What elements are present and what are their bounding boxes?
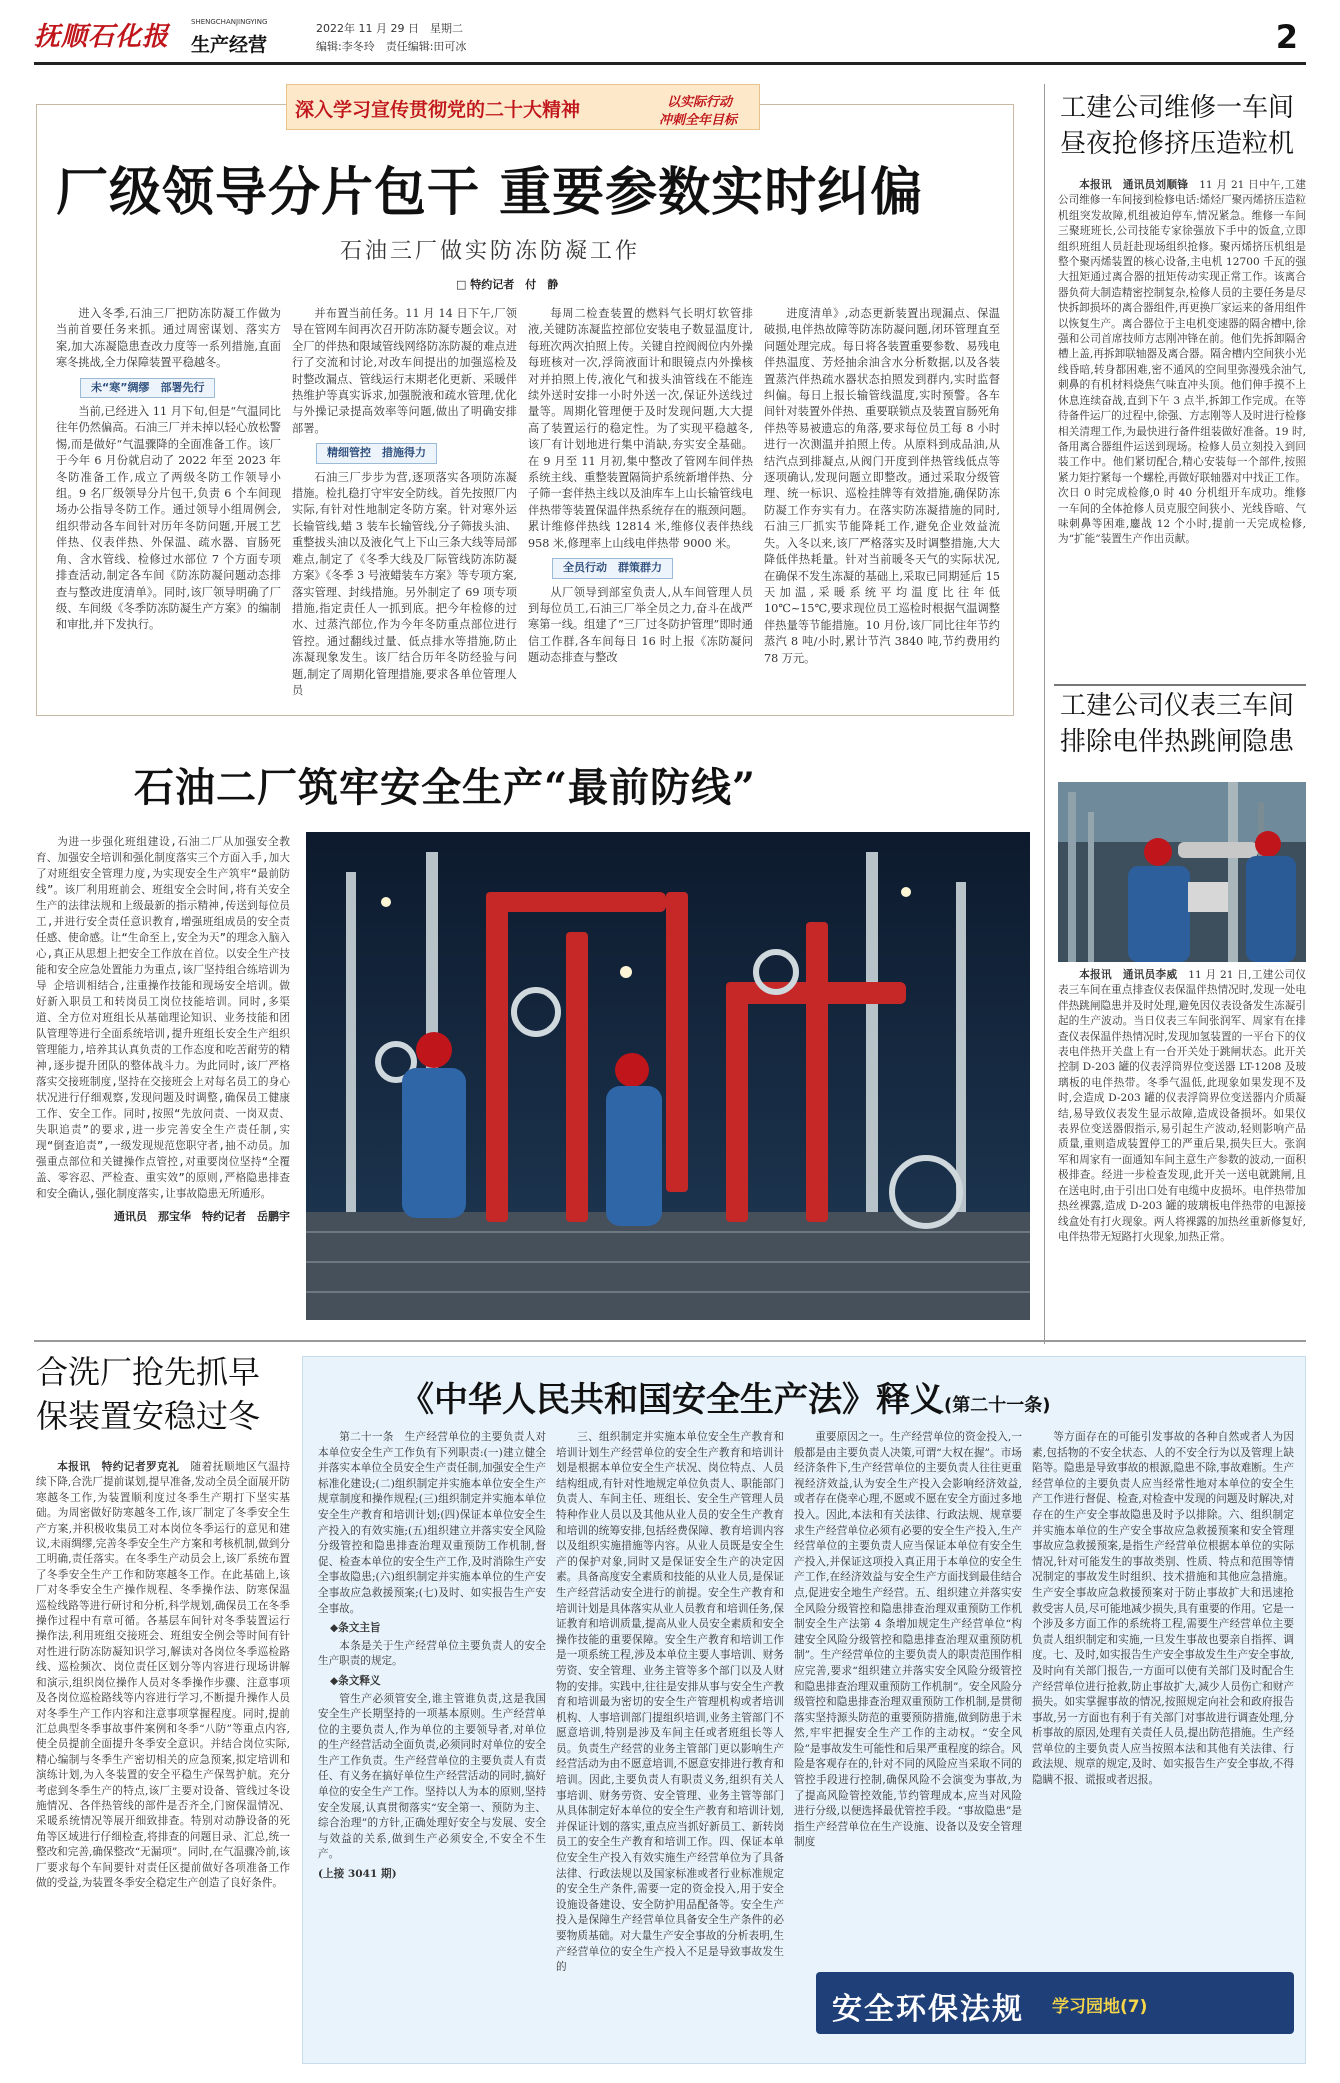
law-column-3: 重要原因之一。生产经营单位的资金投入,一般都是由主要负责人决策,可谓“大权在握”。市场经济条件下,生产经营单位的主要负责人往往更重视经济效益,认为安全生产投入会影响经济效益,或者存在侥幸心理,不愿或不愿在安全方面过多地投入。因此,本法和有关法律、行政法规、规章要求生产经营单位必须有必要的安全生产投入,生产经营单位的主要负责人应当保证本单位有安全生产投入,并保证这项投入真正用于本单位的安全生产工作,在经济效益与安全生产方面找到最佳结合点,促进安全地生产经营。五、组织建立并落实安全风险分级管控和隐患排查治理双重预防工作机制安全生产法第 4 条增加规定生产经营单位“构建安全风险分级管控和隐患排查治理双重预防机制”。生产经营单位的主要负责人的职责范围作相应完善,要求“组织建立并落实安全风险分级管控和隐患排查治理双重预防工作机制”。安全风险分级管控和隐患排查治理双重预防工作机制,是贯彻落实坚持源头防范的重要预防措施,做到防患于未然,牢牢把握安全生产工作的主动权。“安全风险”是事故发生可能性和后果严重程度的综合。风险是客观存在的,针对不同的风险应当采取不同的管控手段进行控制,确保风险不会演变为事故,为了提高风险管控效能,节约管理成本,应当对风险进行分级,以便选择最优管控手段。“事故隐患”是指生产经营单位在生产设施、设备以及安全管理制度	[794, 1431, 1022, 1849]
feature2-text: 为进一步强化班组建设,石油二厂从加强安全教育、加强安全培训和强化制度落实三个方面入手,加大了对班组安全管理力度,为实现安全生产筑牢“最前防线”。该厂利用班前会、班组安全会时间,将有关安全生产的法律法规和上级最新的指示精神,传送到每位员工,并进行安全责任意识教育,增强班组成员的安全责任感、使命感。让“生命至上,安全为天”的理念入脑入心,真正从思想上把安全工作放在首位。以安全生产技能和安全应急处置能力为重点,该厂坚持组合练培训为导 企培训相结合,注重操作技能和现场安全培训。做好新入职员工和转岗员工岗位技能培训。同时,多渠道、全方位对班组长从基础理论知识、业务技能和团队管理等进行全面系统培训,提升班组长安全生产组织管理能力,培养其认真负责的工作态度和吃苦耐劳的精神,逐步提升团队的整体战斗力。为此同时,该厂严格落实交接班制度,坚持在交接班会上对每名员工的身心状况进行仔细观察,发现问题及时调整,确保员工健康工作、安全工作。同时,按照“先放问责、一岗双责、失职追责”的要求,进一步完善安全生产责任制,实现“倒查追责”,一级发现规范您职守者,抽不动员。加强重点部位和关键操作点管控,对重要岗位坚持“全覆盖、零容忍、严检查、重实效”的原则,严格隐患排查和安全确认,强化制度落实,让事故隐患无所遁形。 通讯员 那宝华 特约记者 岳鹏宇	[36, 836, 290, 1223]
date-line: 2022年 11 月 29 日 星期二	[316, 22, 463, 35]
section-name: 生产经营	[191, 34, 268, 56]
right-column-rule	[1044, 84, 1045, 1344]
plant-photo	[306, 832, 1030, 1320]
lead-column-2: 并布置当前任务。11 月 14 日下午,厂领导在管网车间再次召开防冻防凝专题会议。对全厂的伴热和限域管线网络防冻防凝的难点进行了交流和讨论,对改车间提出的加强巡检及时整改漏点、管线运行末期老化更新、采暖伴热维护等真实诉求,加强脱液和疏水管理,优化与外操记录提高效率等问题,做出了明确安排部署。 精细管控 措施得力 石油三厂步步为营,逐项落实各项防冻凝措施。检扎稳打守牢安全防线。首先按照厂内实际,有针对性地制定冬防方案。针对寒外运长输管线,蜡 3 装车长输管线,分子筛拔头油、重整拔头油以及液化气上下山三条大线等局部难点,制定了《冬季大线及厂际管线防冻防凝方案》《冬季 3 号液蜡装车方案》等专项方案,落实管理、封线措施。另外制定了 69 项专项措施,指定责任人一抓到底。把今年检修的过水、过蒸汽部位,作为今年冬防重点部位进行管控。通过翻线过量、低点排水等措施,防止冻凝现象发生。该厂结合历年冬防经验与问题,制定了周期化管理措施,要求各单位管理人员	[292, 307, 517, 697]
law-title: 《中华人民共和国安全生产法》释义(第二十一条)	[400, 1380, 1051, 1420]
banner	[286, 84, 760, 130]
lead-subhead: 石油三厂做实防冻防凝工作	[340, 239, 641, 264]
lead-subhead-1: 未“寒”绸缪 部署先行	[80, 378, 215, 398]
footer-banner-tag: 学习园地(7)	[1052, 1997, 1148, 2017]
bottom-section-rule	[34, 1340, 1306, 1342]
law-mark-1: ◆条文主旨	[330, 1622, 381, 1635]
instrument-photo	[1058, 782, 1306, 962]
law-continued: (上接 3041 期)	[318, 1868, 397, 1881]
masthead	[34, 12, 1306, 62]
right2-body: 本报讯 通讯员李威 11 月 21 日,工建公司仪表三车间在重点排查仪表保温伴热情况时,发现一处电伴热跳闸隐患并及时处理,避免因仪表设备发生冻凝引起的生产波动。当日仪表三车间张润军、周家有在排查仪表保温伴热情况时,发现加氢装置的一平台下的仪表电伴热开关盘上有一台开关处于跳闸状态。此开关控制 D-203 罐的仪表浮筒界位变送器 LT-1208 及玻璃板的电伴热带。冬季气温低,此现象如果发现不及时,会造成 D-203 罐的仪表浮筒界位变送器内介质凝结,易导致仪表发生显示故障,造成设备损坏。如果仪表界位变送器假指示,易引起生产波动,轻则影响产品质量,重则造成装置停工的严重后果,损失巨大。张润军和周家有一面通知车间主意生产参数的波动,一面积极排查。经进一步检查发现,此开关一送电就跳闸,且在送电时,由于引出口处有电缆中皮损坏。电伴热带加热丝裸露,造成 D-203 罐的玻璃板电伴热带的电源接线盒处有打火现象。两人将裸露的加热丝重新修复好,电伴热带无短路打火现象,加热正常。	[1058, 969, 1306, 1243]
banner-text: 深入学习宣传贯彻党的二十大精神	[295, 99, 581, 121]
feature2-byline: 通讯员 那宝华 特约记者 岳鹏宇	[114, 1210, 290, 1223]
left3-body: 本报讯 特约记者罗克礼 随着抚顺地区气温持续下降,合洗厂提前谋划,提早准备,发动全员全面展开防寒越冬工作,为装置顺利度过冬季生产期打下坚实基础。为周密做好防寒越冬工作,该厂制定了冬季安全生产方案,并积极收集员工对本岗位冬季运行的意见和建议,未雨绸缪,完善冬季安全生产方案和考核机制,做到分工明确,责任落实。在冬季生产动员会上,该厂系统布置了冬季安全生产工作和防寒越冬工作。在此基础上,该厂对冬季安全生产操作规程、冬季操作法、防寒保温巡检线路等进行研讨和分析,科学规划,确保员工在冬季操作过程中有章可循。各基层车间针对冬季装置运行操作法,利用班组交接班会、班组安全例会等时间有针对性进行防冻防凝知识学习,解读对各岗位冬季巡检路线、巡检频次、岗位责任区划分等内容进行现场讲解和演示,组织岗位操作人员对冬季操作步骤、注意事项及各岗位巡检路线等内容进行学习,不断提升操作人员对冬季生产工作内容和注意事项掌握程度。同时,提前汇总典型冬季事故事件案例和冬季“八防”等重点内容,使全员提前全面提升冬季安全意识。并结合岗位实际,精心编制与冬季生产密切相关的应急预案,拟定培训和演练计划,为入冬装置的安全平稳生产保驾护航。充分考虑到冬季生产的特点,该厂主要对设备、管线过冬设施情况、各伴热管线的部件是否齐全,门窗保温情况、采暖系统情况等展开细致排查。特别对动静设备的死角等区域进行仔细检查,将排查的问题目录、汇总,统一整改和完善,确保整改“无漏项”。同时,在气温骤冷前,该厂要求每个车间要针对责任区提前做好各项准备工作做的受益,为装置冬季安全稳定生产创造了良好条件。	[36, 1461, 290, 1889]
masthead-rule	[34, 62, 1306, 65]
lead-headline: 厂级领导分片包干 重要参数实时纠偏	[56, 163, 924, 223]
lead-byline: □ 特约记者 付 静	[456, 278, 559, 291]
section-pinyin: SHENGCHANJINGYING	[191, 18, 268, 26]
right1-byline: 本报讯 通讯员刘顺锋	[1079, 179, 1189, 191]
feature2-headline: 石油二厂筑牢安全生产“最前防线”	[134, 764, 757, 811]
left3-headline: 合洗厂抢先抓早 保装置安稳过冬	[36, 1353, 261, 1435]
banner-slogan-2: 冲刺全年目标	[659, 113, 738, 128]
right-divider	[1054, 684, 1306, 686]
lead-column-1: 进入冬季,石油三厂把防冻防凝工作做为当前首要任务来抓。通过周密谋划、落实方案,加大冻凝隐患查改力度等一系列措施,直面寒冬挑战,全力保障装置平稳越冬。 未“寒”绸缪 部署先行 当前,已经进入 11 月下旬,但是“气温同比往年仍然偏高。石油三厂并未掉以轻心放松警惕,而是做好“气温骤降的全面准备工作。该厂于今年 6 月份就启动了 2022 年至 2023 年冬防准备工作,成立了两级冬防工作领导小组。9 名厂级领导分片包干,负责 6 个车间现场办公指导冬防工作。通过领导小组周例会,组织带动各车间针对历年冬防问题,开展工艺伴热、仪表伴热、外保温、疏水器、盲肠死角、含水管线、检修过水部位 7 个方面专项排查活动,制定各车间《防冻防凝问题动态排查与整改进度清单》。同时,该厂领导明确了厂级、车间级《冬季防冻防凝生产方案》的编制和审批,并下发执行。	[56, 307, 281, 632]
banner-slogan-1: 以实际行动	[667, 95, 733, 110]
right2-byline: 本报讯 通讯员李威	[1079, 969, 1178, 981]
lead-subhead-2: 精细管控 措施得力	[316, 443, 437, 463]
law-column-4: 等方面存在的可能引发事故的各种自然或者人为因素,包括物的不安全状态、人的不安全行为以及管理上缺陷等。隐患是导致事故的根源,隐患不除,事故难断。生产经营单位的主要负责人应当经常性地对本单位的安全生产工作进行督促、检查,对检查中发现的问题及时解决,对存在的生产安全事故隐患及时予以排除。六、组织制定并实施本单位的生产安全事故应急救援预案和安全管理事故应急救援预案,是指生产经营单位根据本单位的实际情况,针对可能发生的事故类别、性质、特点和范围等情况制定的事故发生时组织、技术措施和其他应急措施。生产安全事故应急救援预案对于防止事故扩大和迅速抢救受害人员,尽可能地减少损失,具有重要的作用。它是一个涉及多方面工作的系统将工程,需要生产经营单位主要负责人组织制定和实施,一旦发生事故也要亲自指挥、调度。七、及时,如实报告生产安全事故发生生产安全事故,及时向有关部门报告,一方面可以使有关部门及时配合生产经营单位进行抢救,防止事故扩大,减少人员伤亡和财产损失。如实掌握事故的情况,按照规定向社会和政府报告事故,另一方面也有利于有关部门对事故进行调查处理,分析事故的原因,处理有关责任人员,提出防范措施。生产经营单位的主要负责人应当按照本法和其他有关法律、行政法规、规章的规定,及时、如实报告生产安全事故,不得隐瞒不报、谎报或者迟报。	[1032, 1431, 1294, 1787]
editor-line: 编辑:李冬玲 责任编辑:田可冰	[316, 40, 467, 53]
footer-banner	[816, 1972, 1294, 2034]
newspaper-logo: 抚顺石化报	[34, 22, 170, 52]
lead-column-3: 每周二检查装置的燃料气长明灯软管排液,关键防冻凝监控部位安装电子数显温度计,每班次两次拍照上传。关键自控阀阀位内外操每班核对一次,浮筒液面计和眼镜点内外操核对并拍照上传,液化气和拔头油管线在不能连续外送时安排一小时外送一次,保证外送线过量等。周期化管理便于及时发现问题,大大提高了装置运行的稳定性。为了实现平稳越冬,该厂有计划地进行集中消缺,夯实安全基础。在 9 月至 11 月初,集中整改了管网车间伴热系统主线、重整装置隔筒护系统新增伴热、分子筛一套伴热主线以及油库车上山长输管线电伴热带等装置保温伴热系统存在的瓶颈问题。累计维修伴热线 12814 米,维修仪表伴热线 958 米,修理率上山线电伴热带 9000 米。 全员行动 群策群力 从厂领导到部室负责人,从车间管理人员到每位员工,石油三厂举全员之力,奋斗在战严寒第一线。组建了“三厂过冬防护管理”即时通信工作群,各车间每日 16 时上报《冻防凝问题动态排查与整改	[528, 307, 753, 665]
right1-body: 本报讯 通讯员刘顺锋 11 月 21 日中午,工建公司维修一车间接到检修电话:烯烃厂聚丙烯挤压造粒机组突发故障,机组被迫停车,情况紧急。维修一车间三聚班班长,公司技能专家徐强放下手中的饭盒,立即组织班组人员赶赴现场组织抢修。聚丙烯挤压机组是整个聚丙烯装置的核心设备,主电机 12700 千瓦的强大扭矩通过离合器的扭矩传动实现正常工作。该离合器负荷大制造精密控制复杂,检修人员的主要任务是尽快拆卸损坏的离合器组件,再更换厂家运来的备用组件以恢复生产。离合器位于主电机变速器的隔舍槽中,徐强和公司首席技师方志刚冲锋在前。他们先拆卸隔舍槽上盖,再拆卸联轴器及离合器。隔舍槽内空间狭小光线昏暗,转身都困难,密不通风的空间里弥漫残余油气,刺鼻的有机材料烧焦气味直冲头顶。他们伸手摸不上休息连续奋战,直到下午 3 点半,拆卸工作完成。在等待备件运厂的过程中,徐强、方志刚等人及时进行检修相关清理工作,为最快进行备件组装做好准备。19 时,备用离合器组件运送到现场。检修人员立刻投入到回装工作中。他们紧切配合,精心安装每一个部件,按照紧力矩拧紧每一个螺栓,再做好联轴器对中找正工作。次日 0 时完成检修,0 时 40 分机组开车成功。维修一车间的全体抢修人员克服空间狭小、光线昏暗、气味刺鼻等困难,鏖战 12 个小时,提前一天完成检修,为“扩能”装置生产作出贡献。	[1058, 179, 1306, 546]
right2-headline: 工建公司仪表三车间 排除电伴热跳闸隐患	[1060, 691, 1295, 757]
left3-byline: 本报讯 特约记者罗克礼	[57, 1461, 180, 1473]
law-column-1: 第二十一条 生产经营单位的主要负责人对本单位安全生产工作负有下列职责:(一)建立健全并落实本单位全员安全生产责任制,加强安全生产标准化建设;(二)组织制定并实施本单位安全生产规章制度和操作规程;(三)组织制定并实施本单位安全生产教育和培训计划;(四)保证本单位安全生产投入的有效实施;(五)组织建立并落实安全风险分级管控和隐患排查治理双重预防工作机制,督促、检查本单位的安全生产工作,及时消除生产安全事故隐患;(六)组织制定并实施本单位的生产安全事故应急救援预案;(七)及时、如实报告生产安全事故。 ◆条文主旨 本条是关于生产经营单位主要负责人的安全生产职责的规定。 ◆条文释义 管生产必须管安全,谁主管谁负责,这是我国安全生产长期坚持的一项基本原则。生产经营单位的主要负责人,作为单位的主要领导者,对单位的生产经营活动全面负责,必须同时对单位的安全生产工作负责。生产经营单位的主要负责人有责任、有义务在搞好单位生产经营活动的同时,搞好单位的安全生产工作。坚持以人为本的原则,坚持安全发展,认真贯彻落实“安全第一、预防为主、综合治理”的方针,正确处理好安全与发展、安全与效益的关系,做到生产必须安全,不安全不生产。 (上接 3041 期)	[318, 1430, 546, 2056]
page-number: 2	[1275, 18, 1298, 56]
footer-banner-title: 安全环保法规	[832, 1992, 1024, 2027]
right1-headline: 工建公司维修一车间 昼夜抢修挤压造粒机	[1060, 93, 1295, 159]
law-mark-2: ◆条文释义	[330, 1674, 381, 1687]
law-column-2: 三、组织制定并实施本单位安全生产教育和培训计划生产经营单位的安全生产教育和培训计划是根据本单位安全生产状况、岗位特点、人员结构组成,有针对性地规定单位负责人、职能部门负责人、车间主任、班组长、安全生产管理人员特种作业人员以及其他从业人员的安全生产教育和培训的统筹安排,包括经费保障、教育培训内容以及组织实施措施等内容。从业人员既是安全生产的保护对象,同时又是保证安全生产的决定因素。具备高度安全素质和技能的从业人员,是保证生产经营活动安全进行的前提。安全生产教育和培训计划是具体落实从业人员教育和培训任务,保证教育和培训质量,提高从业人员安全素质和安全操作技能的重要保障。安全生产教育和培训工作是一项系统工程,涉及本单位主要人事培训、财务劳资、安全管理、业务主管等多个部门以及人财物的安排。实践中,往往是安排从事与安全生产教育和培训最为密切的安全生产管理机构或者培训机构、人事培训部门提组织培训,业务主管部门不愿意培训,特别是涉及车间主任或者班组长等人员。负责生产经营的业务主管部门更以影响生产经营活动为由不愿意培训,不愿意安排进行教育和培训。因此,主要负责人有职责义务,组织有关人事培训、财务劳资、安全管理、业务主管等部门从具体制定好本单位的安全生产教育和培训计划,并保证计划的落实,重点应当抓好新员工、新转岗员工的安全生产教育和培训工作。四、保证本单位安全生产投入有效实施生产经营单位为了具备法律、行政法规以及国家标准或者行业标准规定的安全生产条件,需要一定的资金投入,用于安全设施设备建设、安全防护用品配备等。安全生产投入是保障生产经营单位具备安全生产条件的必要物质基础。对大量生产安全事故的分析表明,生产经营单位的安全生产投入不足是导致事故发生的	[556, 1431, 784, 1974]
lead-column-4: 进度清单》,动态更新装置出现漏点、保温破损,电伴热故障等防冻防凝问题,闭环管理直至问题处理完成。每日将各装置重要参数、易残电伴热温度、芳烃抽余油含水分析数据,以及各装置蒸汽伴热疏水器状态拍照发到群内,实时监督纠偏。每日上报长输管线温度,实时预警。各车间针对装置外伴热、重要联锁点及装置盲肠死角伴热等易被遗忘的角落,要求每位员工每 8 小时进行一次测温并拍照上传。从原料到成品油,从结汽点到排凝点,从阀门开度到伴热管线低点等逐项确认,发现问题立即整改。通过采取分级管理、统一标识、巡检挂牌等有效措施,确保防冻防凝工作夯实有力。在落实防冻凝措施的同时,石油三厂抓实节能降耗工作,避免企业效益流失。入冬以来,该厂严格落实及时调整措施,大大降低伴热耗量。针对当前暖冬天气的实际状况,在确保不发生冻凝的基础上,采取已同期延后 15 天加温,采暖系统平均温度比往年低 10℃~15℃,要求现位员工巡检时根据气温调整伴热量等节能措施。10 月份,该厂同比往年节约蒸汽 8 吨/小时,累计节汽 3840 吨,节约费用约 78 万元。	[764, 307, 1000, 665]
lead-subhead-3: 全员行动 群策群力	[552, 558, 673, 578]
